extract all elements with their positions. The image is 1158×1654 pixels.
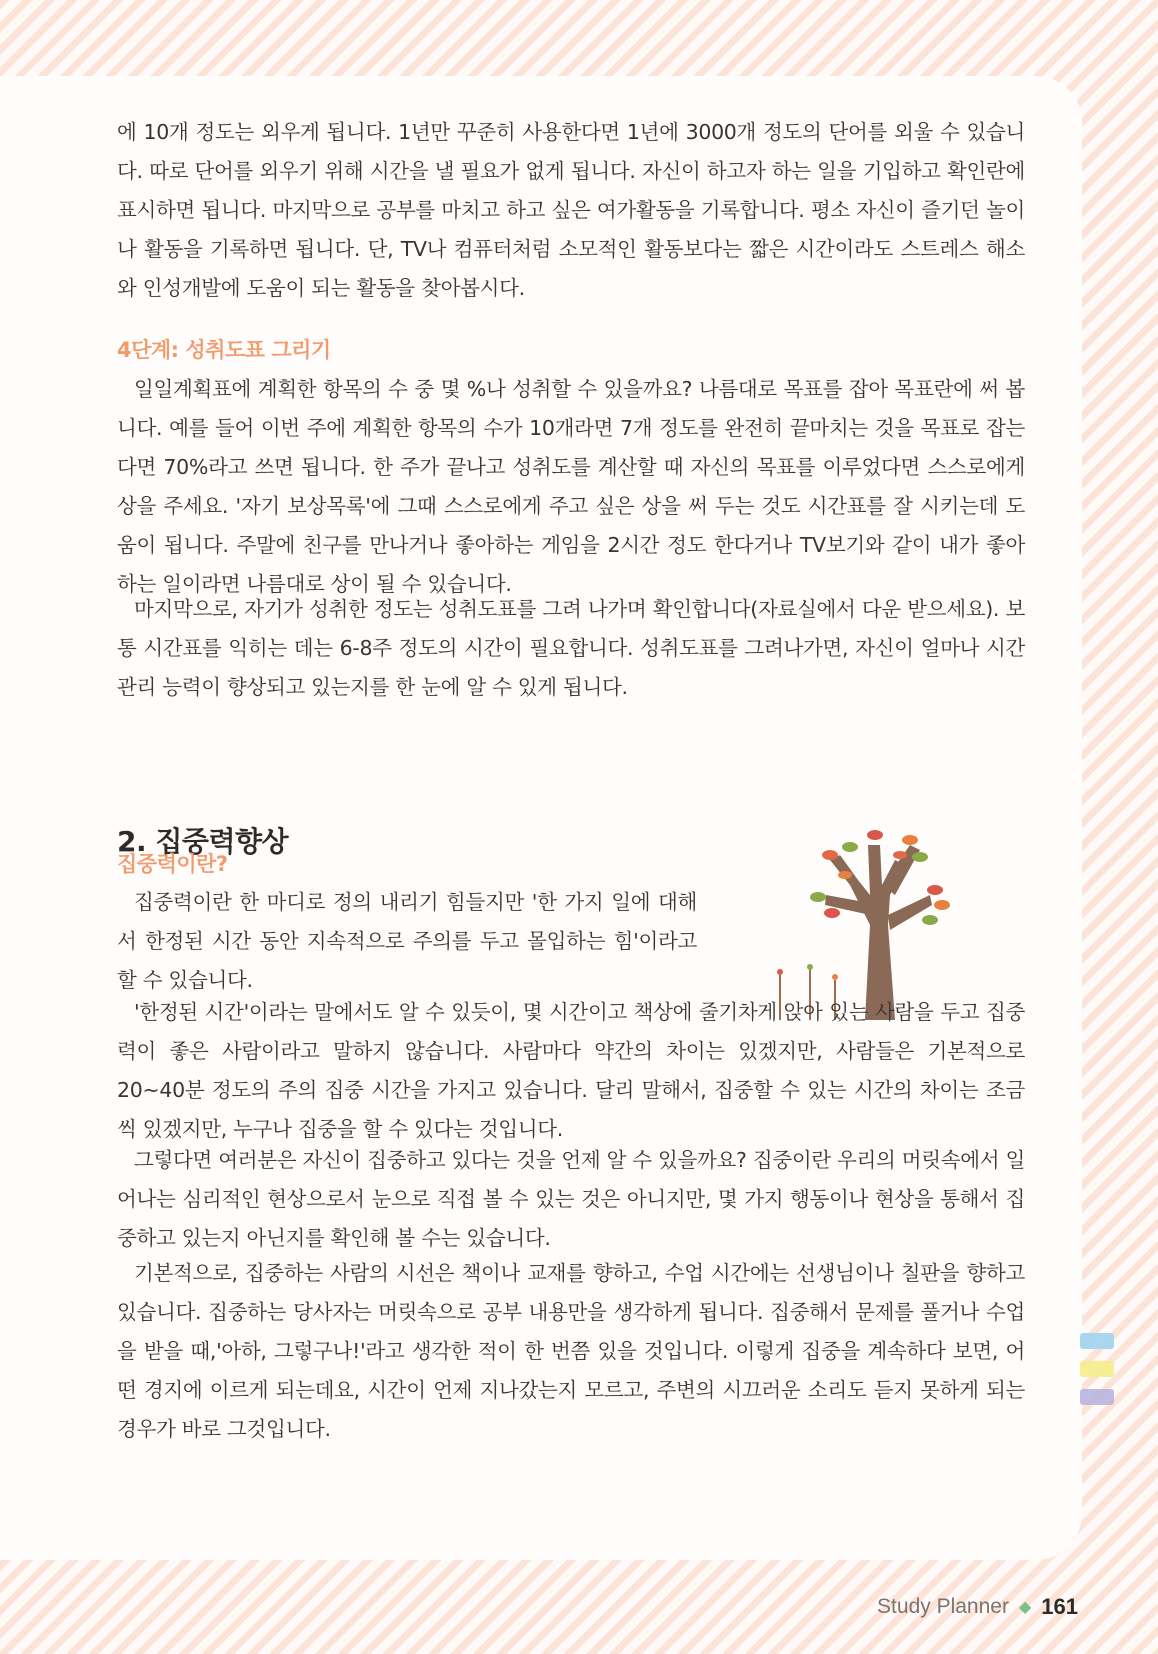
- side-tab-blue[interactable]: [1080, 1333, 1114, 1349]
- tree-illustration: [770, 785, 1040, 1025]
- diamond-icon: ◆: [1018, 1599, 1032, 1616]
- paragraph-limited-time: '한정된 시간'이라는 말에서도 알 수 있듯이, 몇 시간이고 책상에 줄기차게 앉아 있는 사람을 두고 집중력이 좋은 사람이라고 말하지 않습니다. 사람마다 약간의 차이는 있겠지만, 사람들은 기본적으로 20~40분 정도의 주의 집중 시간을 가지고 있습니다. 달리 말해서, 집중할 수 있는 시간의 차이는 조금씩 있겠지만, 누구나 집중을 할 수 있다는 것입니다.: [117, 1000, 1025, 1141]
- paragraph-achievement: 마지막으로, 자기가 성취한 정도는 성취도표를 그려 나가며 확인합니다(자료실에서 다운 받으세요). 보통 시간표를 익히는 데는 6-8주 정도의 시간이 필요합니다. 성취도표를 그려나가면, 자신이 얼마나 시간관리 능력이 향상되고 있는지를 한 눈에 알 수 있게 됩니다.: [117, 597, 1025, 699]
- section-title: 2. 집중력향상: [117, 825, 289, 858]
- paragraph-goal: 일일계획표에 계획한 항목의 수 중 몇 %나 성취할 수 있을까요? 나름대로 목표를 잡아 목표란에 써 봅니다. 예를 들어 이번 주에 계획한 항목의 수가 10개라면 7개 정도를 완전히 끝마치는 것을 목표로 잡는다면 70%라고 쓰면 됩니다. 한 주가 끝나고 성취도를 계산할 때 자신의 목표를 이루었다면 스스로에게 상을 주세요. '자기 보상목록'에 그때 스스로에게 주고 싶은 상을 써 두는 것도 시간표를 잘 시키는데 도움이 됩니다. 주말에 친구를 만나거나 좋아하는 게임을 2시간 정도 한다거나 TV보기와 같이 내가 좋아 하는 일이라면 나름대로 상이 될 수 있습니다.: [117, 377, 1025, 596]
- side-tab-yellow[interactable]: [1080, 1361, 1114, 1377]
- subheading-what-is: 집중력이란?: [117, 852, 228, 876]
- paragraph-when: 그렇다면 여러분은 자신이 집중하고 있다는 것을 언제 알 수 있을까요? 집중이란 우리의 머릿속에서 일어나는 심리적인 현상으로서 눈으로 직접 볼 수 있는 것은 아니지만, 몇 가지 행동이나 현상을 통해서 집중하고 있는지 아닌지를 확인해 볼 수는 있습니다.: [117, 1148, 1026, 1250]
- paragraph-basics: 기본적으로, 집중하는 사람의 시선은 책이나 교재를 향하고, 수업 시간에는 선생님이나 칠판을 향하고 있습니다. 집중하는 당사자는 머릿속으로 공부 내용만을 생각하게 됩니다. 집중해서 문제를 풀거나 수업을 받을 때,'아하, 그렇구나!'라고 생각한 적이 한 번쯤 있을 것입니다. 이렇게 집중을 계속하다 보면, 어떤 경지에 이르게 되는데요, 시간이 언제 지나갔는지 모르고, 주변의 시끄러운 소리도 듣지 못하게 되는 경우가 바로 그것입니다.: [117, 1261, 1025, 1441]
- paragraph-intro: 에 10개 정도는 외우게 됩니다. 1년만 꾸준히 사용한다면 1년에 3000개 정도의 단어를 외울 수 있습니다. 따로 단어를 외우기 위해 시간을 낼 필요가 없게 됩니다. 자신이 하고자 하는 일을 기입하고 확인란에 표시하면 됩니다. 마지막으로 공부를 마치고 하고 싶은 여가활동을 기록합니다. 평소 자신이 즐기던 놀이나 활동을 기록하면 됩니다. 단, TV나 컴퓨터처럼 소모적인 활동보다는 짧은 시간이라도 스트레스 해소와 인성개발에 도움이 되는 활동을 찾아봅시다.: [117, 120, 1025, 300]
- paragraph-definition: 집중력이란 한 마디로 정의 내리기 힘들지만 '한 가지 일에 대해서 한정된 시간 동안 지속적으로 주의를 두고 몰입하는 힘'이라고 할 수 있습니다.: [117, 890, 697, 992]
- subheading-step4: 4단계: 성취도표 그리기: [117, 338, 331, 362]
- page-number: 161: [1041, 1594, 1078, 1619]
- side-tabs: [1080, 1333, 1120, 1417]
- footer-title: Study Planner: [877, 1595, 1009, 1618]
- page-footer: [877, 1594, 1078, 1620]
- side-tab-purple[interactable]: [1080, 1389, 1114, 1405]
